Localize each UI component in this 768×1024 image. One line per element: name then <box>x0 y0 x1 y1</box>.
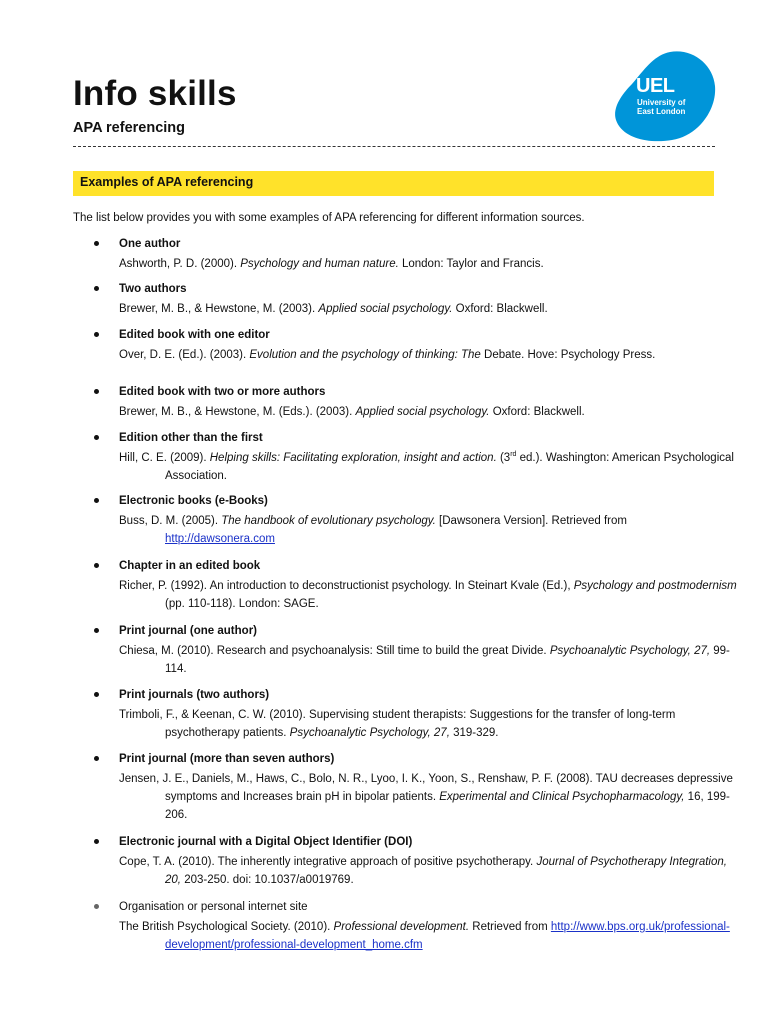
entry-heading: Electronic journal with a Digital Object Identifier (DOI) <box>119 836 413 848</box>
header-divider <box>73 146 715 147</box>
page-title: Info skills <box>73 74 237 113</box>
entry-reference: Hill, C. E. (2009). Helping skills: Facilitating exploration, insight and action. (3rd ed.). Washington: American Psychological Association. <box>119 451 734 482</box>
entry-heading: Two authors <box>119 283 187 295</box>
bullet <box>94 692 99 697</box>
bullet <box>94 756 99 761</box>
bullet <box>94 332 99 337</box>
bullet <box>94 563 99 568</box>
uel-logo <box>612 50 716 142</box>
entry-heading: Edition other than the first <box>119 432 263 444</box>
page-subtitle: APA referencing <box>73 120 185 136</box>
intro-text: The list below provides you with some examples of APA referencing for different information sources. <box>73 212 585 224</box>
bullet <box>94 389 99 394</box>
bullet <box>94 241 99 246</box>
entry-heading: Print journal (one author) <box>119 625 257 637</box>
section-banner <box>73 171 714 196</box>
dawsonera-link[interactable]: http://dawsonera.com <box>165 533 275 545</box>
entry-heading: Edited book with one editor <box>119 329 270 341</box>
bullet <box>94 498 99 503</box>
entry-heading: Electronic books (e-Books) <box>119 495 268 507</box>
entry-reference: Buss, D. M. (2005). The handbook of evolutionary psychology. [Dawsonera Version]. Retrieved from http://dawsonera.com <box>119 515 627 545</box>
entry-reference: Chiesa, M. (2010). Research and psychoanalysis: Still time to build the great Divide. Psychoanalytic Psychology, 27, 99-114. <box>119 645 730 675</box>
bps-link[interactable]: http://www.bps.org.uk/professional-development/professional-development_home.cfm <box>165 921 730 951</box>
bullet <box>94 435 99 440</box>
entry-reference: The British Psychological Society. (2010). Professional development. Retrieved from http://www.bps.org.uk/professional-development/professional-development_home.cfm <box>119 921 730 951</box>
entry-reference: Trimboli, F., & Keenan, C. W. (2010). Supervising student therapists: Suggestions for the transfer of long-term psychotherapy patients. Psychoanalytic Psychology, 27, 319-329. <box>119 709 676 739</box>
bullet <box>94 839 99 844</box>
entry-reference: Jensen, J. E., Daniels, M., Haws, C., Bolo, N. R., Lyoo, I. K., Yoon, S., Renshaw, P. F. (2008). TAU decreases depressive symptoms and Increases brain pH in bipolar patients. Experimental and Clinical Psychopharmacology, 16, 199-206. <box>119 773 733 821</box>
entry-heading: Organisation or personal internet site <box>119 901 308 913</box>
entry-reference: Richer, P. (1992). An introduction to deconstructionist psychology. In Steinart Kvale (Ed.), Psychology and postmodernism (pp. 110-118). London: SAGE. <box>119 580 737 610</box>
entry-heading: Chapter in an edited book <box>119 560 261 572</box>
entry-reference: Cope, T. A. (2010). The inherently integrative approach of positive psychotherapy. Journal of Psychotherapy Integration, 20, 203-250. doi: 10.1037/a0019769. <box>119 856 727 886</box>
logo-subtext: University of East London <box>637 98 686 116</box>
entry-heading: Print journals (two authors) <box>119 689 270 701</box>
entry-heading: Print journal (more than seven authors) <box>119 753 335 765</box>
section-banner-label: Examples of APA referencing <box>80 175 254 189</box>
entry-reference: Brewer, M. B., & Hewstone, M. (2003). Applied social psychology. Oxford: Blackwell. <box>119 303 548 315</box>
entry-reference: Ashworth, P. D. (2000). Psychology and human nature. London: Taylor and Francis. <box>119 258 544 270</box>
entry-reference: Over, D. E. (Ed.). (2003). Evolution and the psychology of thinking: The Debate. Hove: Psychology Press. <box>119 349 656 361</box>
bullet <box>94 628 99 633</box>
bullet <box>94 904 99 909</box>
bullet <box>94 286 99 291</box>
entry-heading: One author <box>119 238 181 250</box>
entry-heading: Edited book with two or more authors <box>119 386 326 398</box>
logo-wordmark: UEL <box>636 75 675 97</box>
entry-reference: Brewer, M. B., & Hewstone, M. (Eds.). (2003). Applied social psychology. Oxford: Blackwell. <box>119 406 585 418</box>
